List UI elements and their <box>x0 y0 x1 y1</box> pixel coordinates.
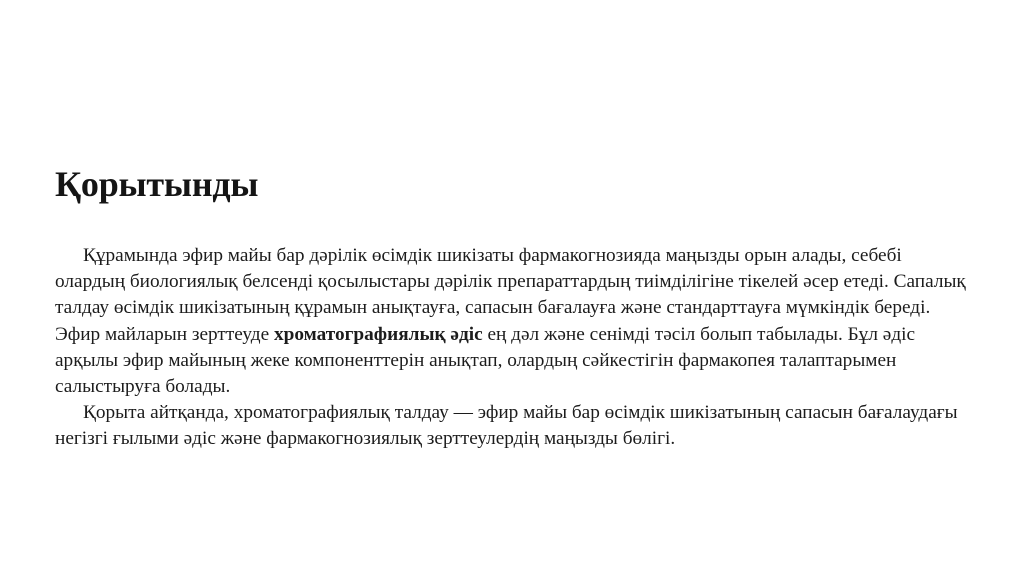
slide-title: Қорытынды <box>55 164 259 204</box>
slide-body <box>55 243 970 453</box>
paragraph-1-bold-term: хроматографиялық әдіс <box>273 323 483 345</box>
paragraph-conclusion-2: Қорыта айтқанда, хроматографиялық талдау — эфир майы бар өсімдік шикізатының сапасын бағалаудағы негізгі ғылыми әдіс және фармакогнозиялық зерттеулердің маңызды бөлігі. <box>55 402 958 450</box>
paragraph-1-text-start: Құрамында эфир майы бар дәрілік өсімдік шикізаты фармакогнозияда маңызды орын алады, себебі олардың биологиялық белсенді қосылыстары дәрілік препараттардың тиімділігіне тікелей әсер етеді. Сапалық талдау өсімдік шикізатының құрамын анықтауға, сапасын бағалауға және стандарттауға мүмкіндік береді. Эфир майларын зерттеуде <box>55 245 966 345</box>
paragraph-1-text-end: ең дәл және сенімді тәсіл болып табылады. Бұл әдіс арқылы эфир майының жеке компоненттерін анықтап, олардың сәйкестігін фармакопея талаптарымен салыстыруға болады. <box>55 323 916 398</box>
paragraph-conclusion-1 <box>55 243 970 400</box>
